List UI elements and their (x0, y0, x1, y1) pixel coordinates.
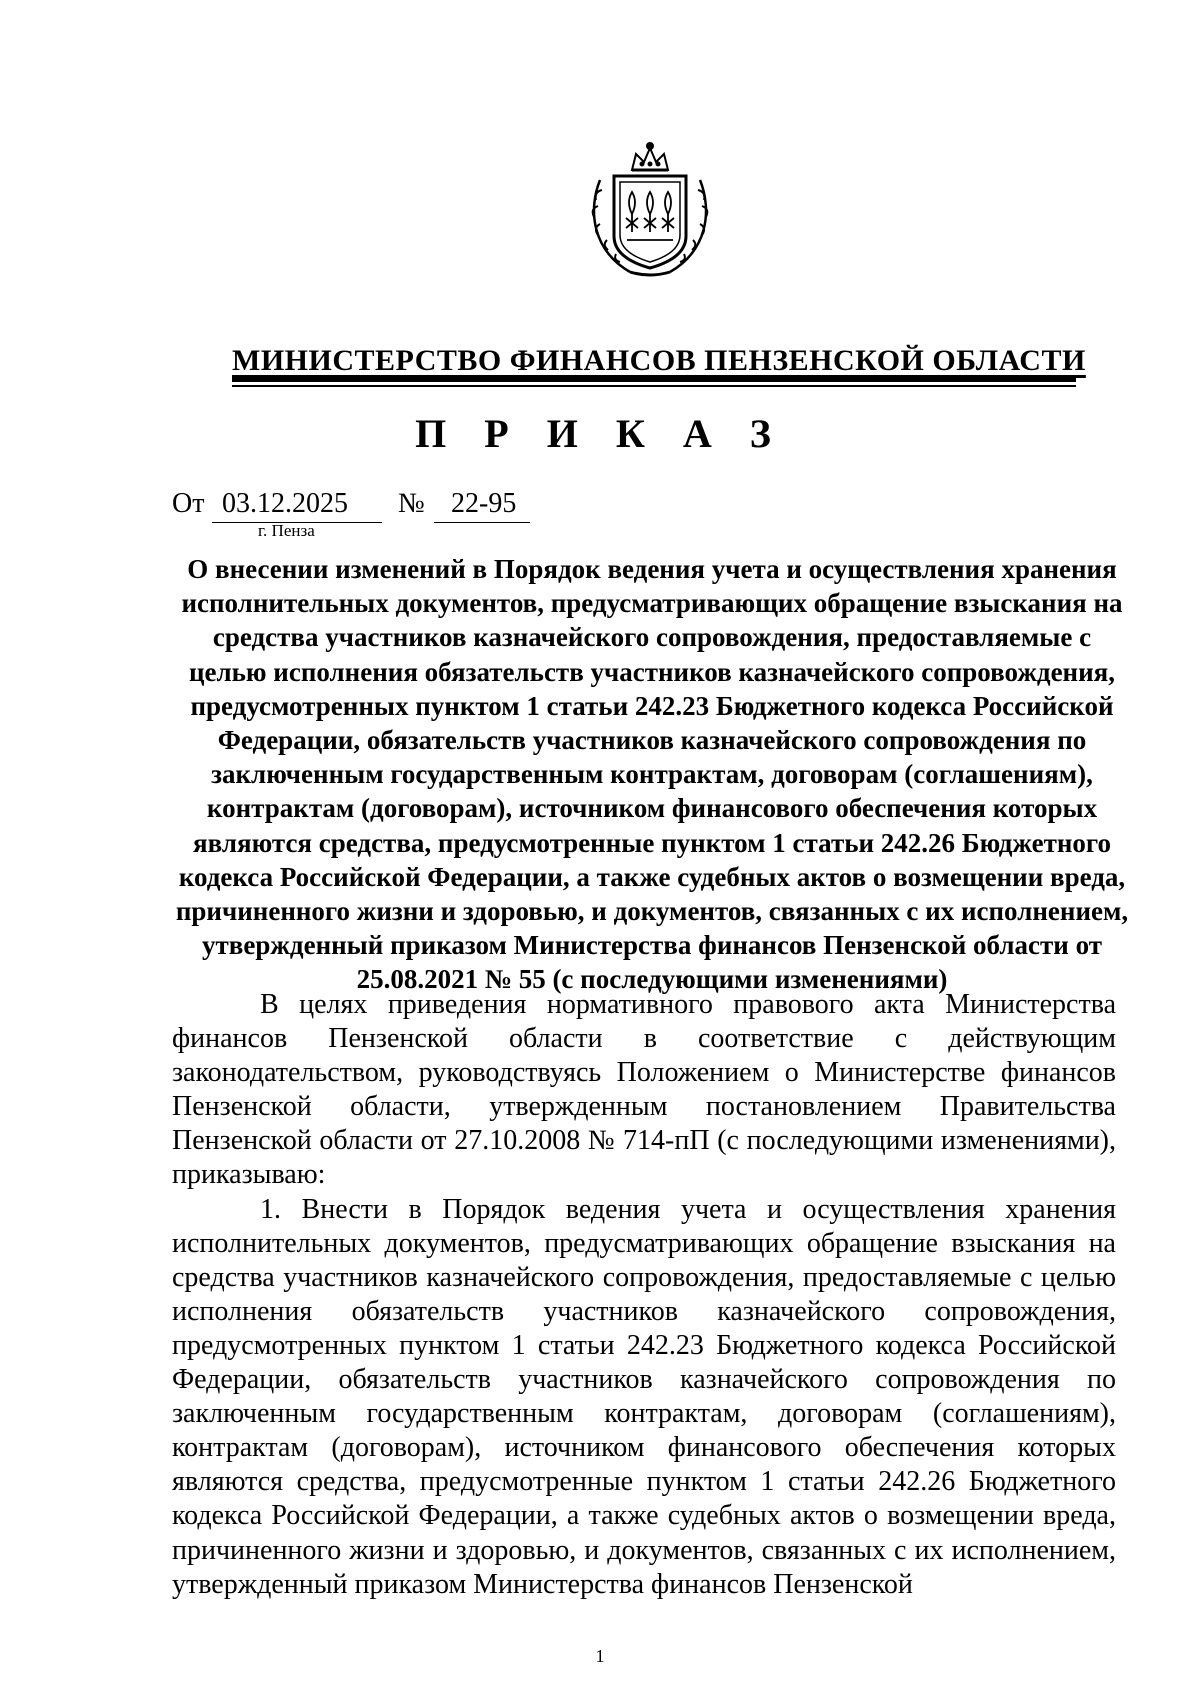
body-paragraph-intro: В целях приведения нормативного правового акта Министерства финансов Пензенской области в соответствие с действующим законодательством, руководствуясь Положением о Министерстве финансов Пензенской области, утвержденным постановлением Правительства Пензенской области от 27.10.2008 № 714-пП (с последующими изменениями), приказываю: (172, 989, 1116, 1191)
number-label: № (398, 488, 425, 519)
document-number: 22-95 (451, 488, 517, 519)
from-label: От (172, 488, 205, 519)
page-number: 1 (595, 1646, 605, 1666)
city-label: г. Пенза (258, 521, 315, 540)
ministry-name: МИНИСТЕРСТВО ФИНАНСОВ ПЕНЗЕНСКОЙ ОБЛАСТИ (232, 344, 1086, 377)
body-paragraph-item-1: 1. Внести в Порядок ведения учета и осуществления хранения исполнительных документов, предусматривающих обращение взыскания на средства участников казначейского сопровождения, предоставляемые с целью исполнения обязательств участников казначейского сопровождения, предусмотренных пунктом 1 статьи 242.23 Бюджетного кодекса Российской Федерации, обязательств участников казначейского сопровождения по заключенным государственным контрактам, договорам (соглашениям), контрактам (договорам), источником финансового обеспечения которых являются средства, предусмотренные пунктом 1 статьи 242.26 Бюджетного кодекса Российской Федерации, а также судебных актов о возмещении вреда, причиненного жизни и здоровью, и документов, связанных с их исполнением, утвержденный приказом Министерства финансов Пензенской (172, 1193, 1116, 1600)
document-date: 03.12.2025 (222, 488, 348, 519)
number-underline (434, 522, 530, 523)
document-type-heading: П Р И К А З (415, 411, 785, 456)
document-title: О внесении изменений в Порядок ведения учета и осуществления хранения исполнительных документов, предусматривающих обращение взыскания на средства участников казначейского сопровождения, предоставляемые с целью исполнения обязательств участников казначейского сопровождения, предусмотренных пунктом 1 статьи 242.23 Бюджетного кодекса Российской Федерации, обязательств участников казначейского сопровождения по заключенным государственным контрактам, договорам (соглашениям), контрактам (договорам), источником финансового обеспечения которых являются средства, предусмотренные пунктом 1 статьи 242.26 Бюджетного кодекса Российской Федерации, а также судебных актов о возмещении вреда, причиненного жизни и здоровью, и документов, связанных с их исполнением, утвержденный приказом Министерства финансов Пензенской области от 25.08.2021 № 55 (с последующими изменениями) (175, 554, 1129, 995)
coat-of-arms-emblem (580, 140, 720, 280)
header-rule-thick (232, 377, 1076, 382)
header-rule-thin (232, 385, 1076, 387)
document-body (172, 988, 1116, 1602)
